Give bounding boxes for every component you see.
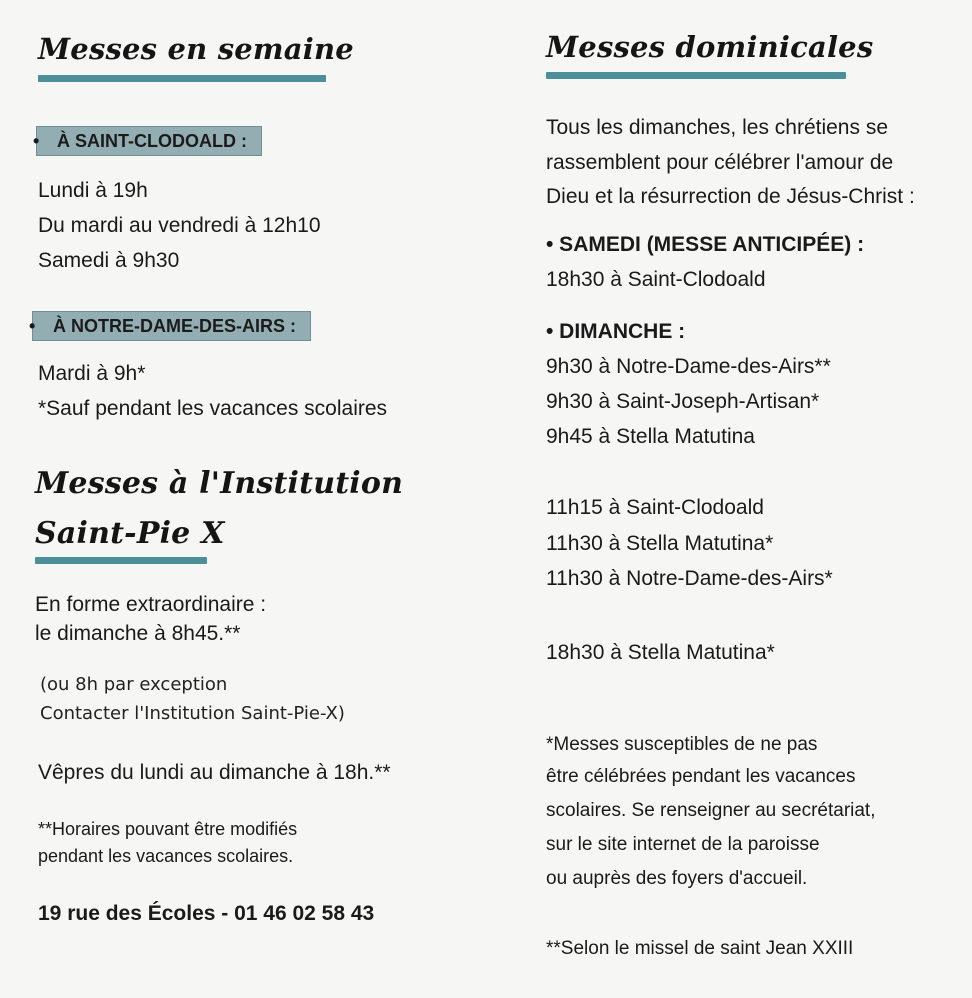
intro-line: Dieu et la résurrection de Jésus-Christ : <box>546 185 915 208</box>
footnote-line: scolaires. Se renseigner au secrétariat, <box>546 800 876 821</box>
schedule-line: 9h45 à Stella Matutina <box>546 425 755 448</box>
schedule-line: 9h30 à Notre-Dame-des-Airs** <box>546 355 831 378</box>
schedule-line: 18h30 à Saint-Clodoald <box>546 268 766 291</box>
intro-line: Tous les dimanches, les chrétiens se <box>546 116 888 139</box>
schedule-line: 11h30 à Notre-Dame-des-Airs* <box>546 567 833 590</box>
institution-address: 19 rue des Écoles - 01 46 02 58 43 <box>38 902 375 925</box>
sunday-title: Messes dominicales <box>546 30 874 64</box>
institution-title-line2: Saint-Pie X <box>35 516 225 551</box>
institution-title-underline <box>35 557 207 564</box>
nda-tag <box>29 311 311 341</box>
note-line: pendant les vacances scolaires. <box>38 846 294 866</box>
schedule-line: Samedi à 9h30 <box>38 249 180 272</box>
institution-title-line1: Messes à l'Institution <box>35 466 404 501</box>
exception-line: Contacter l'Institution Saint-Pie-X) <box>40 703 345 724</box>
extraordinary-line: En forme extraordinaire : <box>35 593 267 616</box>
vespers-line: Vêpres du lundi au dimanche à 18h.** <box>38 761 391 784</box>
weekday-title: Messes en semaine <box>38 32 354 66</box>
schedule-line: 11h15 à Saint-Clodoald <box>546 496 764 519</box>
bullet-icon: • <box>33 131 40 151</box>
schedule-line: 9h30 à Saint-Joseph-Artisan* <box>546 390 820 413</box>
missal-note: **Selon le missel de saint Jean XXIII <box>546 938 854 959</box>
intro-line: rassemblent pour célébrer l'amour de <box>546 151 894 174</box>
schedule-line: *Sauf pendant les vacances scolaires <box>38 397 388 420</box>
sunday-label: • DIMANCHE : <box>546 320 686 343</box>
footnote-line: être célébrées pendant les vacances <box>546 766 856 787</box>
footnote-line: *Messes susceptibles de ne pas <box>546 734 818 755</box>
nda-label: À NOTRE-DAME-DES-AIRS : <box>53 316 296 336</box>
schedule-line: Du mardi au vendredi à 12h10 <box>38 214 321 237</box>
sunday-title-underline <box>546 72 846 79</box>
st-clodoald-label: À SAINT-CLODOALD : <box>57 131 247 151</box>
exception-line: (ou 8h par exception <box>40 674 228 695</box>
footnote-line: ou auprès des foyers d'accueil. <box>546 868 808 889</box>
schedule-line: 11h30 à Stella Matutina* <box>546 532 774 555</box>
schedule-line: Mardi à 9h* <box>38 362 146 385</box>
footnote-line: sur le site internet de la paroisse <box>546 834 820 855</box>
bullet-icon: • <box>29 316 36 336</box>
note-line: **Horaires pouvant être modifiés <box>38 819 298 839</box>
schedule-line: 18h30 à Stella Matutina* <box>546 641 775 664</box>
schedule-line: Lundi à 19h <box>38 179 148 202</box>
extraordinary-line: le dimanche à 8h45.** <box>35 622 241 645</box>
st-clodoald-tag <box>33 126 262 156</box>
weekday-title-underline <box>38 75 326 82</box>
saturday-label: • SAMEDI (MESSE ANTICIPÉE) : <box>546 233 865 256</box>
